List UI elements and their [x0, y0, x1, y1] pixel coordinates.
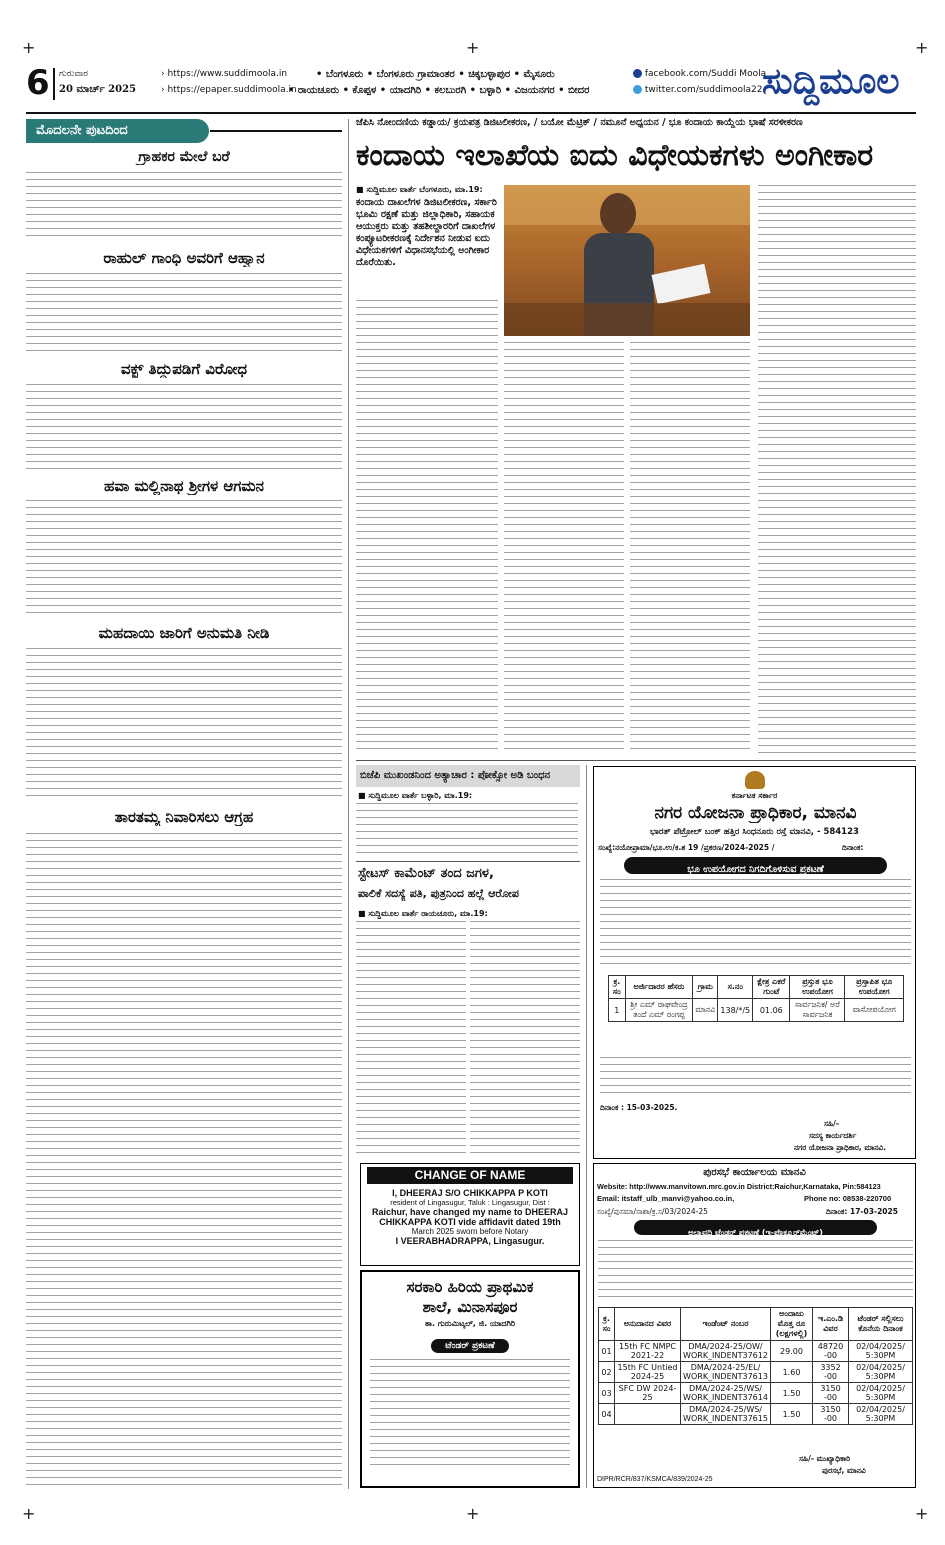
story2-headline-band: ಬಿಜೆಪಿ ಮುಖಂಡನಿಂದ ಅತ್ಯಾಚಾರ : ಪೋಕ್ಸೋ ಅಡಿ ಬಂಧನ — [356, 765, 580, 787]
article-text — [26, 648, 342, 800]
table-header-row: ಕ್ರ. ಸಂ ಅನುದಾನದ ವಿವರ ಇಂಡೆಂಟ್ ನಂಬರ ಅಂದಾಜು ಮೊತ್ತ ರೂ (ಲಕ್ಷಗಳಲ್ಲಿ) ಇ.ಎಂ.ಡಿ ವಿವರ ಟೆಂಡರ್ ಸಲ್ಲಿಸಲು ಕೊನೆಯ ದಿನಾಂಕ — [599, 1308, 913, 1341]
change-of-name-line: Raichur, have changed my name to DHEERAJ — [371, 1207, 569, 1217]
notice-text — [600, 879, 911, 969]
land-use-table — [608, 975, 904, 1022]
change-of-name-line: resident of Lingasugur, Taluk : Lingasugur, Dist : — [390, 1198, 550, 1207]
registration-mark: + — [22, 1504, 36, 1523]
article-text — [356, 300, 498, 755]
article-text — [758, 185, 916, 755]
headline-2: ರಾಹುಲ್ ಗಾಂಧಿ ಅವರಿಗೆ ಆಹ್ವಾನ — [103, 249, 265, 267]
headline-3: ವಕ್ಫ್ ತಿದ್ದುಪಡಿಗೆ ವಿರೋಧ — [120, 360, 248, 378]
article-text — [356, 921, 466, 1159]
school-title-2: ಶಾಲೆ, ಮಿನಾಸಪೂರ — [422, 1298, 518, 1316]
article-text — [26, 500, 342, 618]
registration-mark: + — [22, 38, 36, 57]
article-text — [470, 921, 580, 1159]
school-notice-label: ಟೆಂಡರ್ ಪ್ರಕಟಣೆ — [431, 1339, 508, 1353]
registration-mark: + — [466, 1504, 480, 1523]
facebook-link[interactable]: facebook.com/Suddi Moola — [633, 69, 766, 79]
karnataka-emblem-icon — [745, 771, 765, 789]
article-text — [26, 273, 342, 353]
article-text — [26, 172, 342, 242]
headline-1: ಗ್ರಾಹಕರ ಮೇಲೆ ಬರೆ — [138, 149, 230, 165]
article-text — [630, 342, 750, 755]
lead-headline: ಕಂದಾಯ ಇಲಾಖೆಯ ಐದು ವಿಧೇಯಕಗಳು ಅಂಗೀಕಾರ — [356, 138, 874, 173]
nagar-yojana-ad: ಕರ್ನಾಟಕ ಸರ್ಕಾರ ನಗರ ಯೋಜನಾ ಪ್ರಾಧಿಕಾರ, ಮಾನವಿ ಭಾರತ್ ಪೆಟ್ರೋಲ್ ಬಂಕ್ ಹತ್ತಿರ ಸಿಂಧನೂರು ರಸ್ತೆ ಮಾನವಿ, - 584123 ಸಂಖ್ಯೆ:ನಯೋಪ್ರಾಮಾ/ಭೂ.ಉ/ಕ.ಶ 19 /ಪ್ರಕರಣ/2024-2025 / ದಿನಾಂಕ: ಭೂ ಉಪಯೋಗದ ನಿಗದಿಗೊಳಿಸುವ ಪ್ರಕಟಣೆ ಕ್ರ. ಸಂ ಅರ್ಜಿದಾರರ ಹೆಸರು ಗ್ರಾಮ ಸ.ನಂ ಕ್ಷೇತ್ರ ಎಕರೆ ಗುಂಟೆ ಪ್ರಸ್ತುತ ಭೂ ಉಪಯೋಗ ಪ್ರಸ್ತಾಪಿತ ಭೂ ಉಪಯೋಗ 1 ಶ್ರೀ ಎಮ್ ರಾಘವೇಂದ್ರ ತಂದೆ ಎಮ್ ರಂಗಪ್ಪ ಮಾನವಿ 138/*/5 01.06 ಸಾರ್ವಜನಿಕ/ ಅರೆ ಸಾರ್ವಜನಿಕ ವಾಸೋಪಯೋಗ ದಿನಾಂಕ : 15-03-2025. ಸಹಿ/- ಸದಸ್ಯ ಕಾರ್ಯದರ್ಶಿ ನಗರ ಯೋಜನಾ ಪ್ರಾಧಿಕಾರ, ಮಾನವಿ. — [593, 766, 916, 1159]
lead-kicker: ಜೆಪಿಸಿ ನೋಂದಣಿಯ ಕಡ್ಡಾಯ/ ಕ್ರಯಪತ್ರ ಡಿಜಿಟಲೀಕರಣ, / ಬಯೋ ಮೆಟ್ರಿಕ್ / ನಮೂನೆ ಅಧ್ಯಯನ / ಭೂ ಕಂದಾಯ ಕಾಯ್ದೆಯ ಭಾಷೆ ಸರಳೀಕರಣ — [356, 117, 803, 128]
masthead-logo: ಸುದ್ದಿಮೂಲ — [762, 61, 900, 102]
change-of-name-line: I VEERABHADRAPPA, Lingasugur. — [395, 1236, 545, 1246]
article-text — [26, 384, 342, 472]
registration-mark: + — [915, 1504, 929, 1523]
table-row: 04 DMA/2024-25/WS/ WORK_INDENT37615 1.50 3150 -00 02/04/2025/ 5:30PM — [599, 1404, 913, 1425]
article-text — [356, 803, 578, 855]
cities-row-2: • ರಾಯಚೂರು • ಕೊಪ್ಪಳ • ಯಾದಗಿರಿ • ಕಲಬುರಗಿ • ಬಳ್ಳಾರಿ • ವಿಜಯನಗರ • ಬೀದರ — [288, 85, 590, 96]
table-row: 1 ಶ್ರೀ ಎಮ್ ರಾಘವೇಂದ್ರ ತಂದೆ ಎಮ್ ರಂಗಪ್ಪ ಮಾನವಿ 138/*/5 01.06 ಸಾರ್ವಜನಿಕ/ ಅರೆ ಸಾರ್ವಜನಿಕ ವಾಸೋಪಯೋಗ — [609, 999, 904, 1022]
nagar-title: ನಗರ ಯೋಜನಾ ಪ್ರಾಧಿಕಾರ, ಮಾನವಿ — [654, 803, 857, 823]
change-of-name-line: I, DHEERAJ S/O CHIKKAPPA P KOTI — [392, 1188, 548, 1198]
headline-6: ತಾರತಮ್ಯ ನಿವಾರಿಸಲು ಆಗ್ರಹ — [114, 808, 254, 826]
notice-text — [600, 1057, 911, 1097]
story3-headline-1: ಸ್ಟೇಟಸ್ ಕಾಮೆಂಟ್ ತಂದ ಜಗಳ, — [358, 866, 494, 881]
notice-text — [598, 1240, 913, 1302]
story2-dateline: ■ ಸುದ್ದಿಮೂಲ ವಾರ್ತೆ ಬಳ್ಳಾರಿ, ಮಾ.19: — [358, 791, 473, 800]
epaper-link[interactable]: › https://epaper.suddimoola.in — [161, 85, 297, 95]
article-text — [26, 833, 342, 1488]
school-title-1: ಸರಕಾರಿ ಹಿರಿಯ ಪ್ರಾಥಮಿಕ — [406, 1278, 534, 1296]
article-text — [504, 342, 624, 755]
table-row: 01 15th FC NMPC 2021-22 DMA/2024-25/OW/ WORK_INDENT37612 29.00 48720 -00 02/04/2025/ 5:30PM — [599, 1341, 913, 1362]
purasabhe-ad: ಪುರಸಭೆ ಕಾರ್ಯಾಲಯ ಮಾನವಿ Website: http://www.manvitown.mrc.gov.in District:Raichur,Karnataka, Pin:584123 Email: itstaff_ulb_manvi@yahoo.co.in, Phone no: 08538-220700 ಸಂಖ್ಯೆ/ಪುಸಮಾ/ಸಾಶಾ/ಕ್ರ.ಸ/03/2024-25 ದಿನಾಂಕ: 17-03-2025 ಅಲ್ಪಾವಧಿ ಟೆಂಡರ್ ಪ್ರಕಟಣೆ (ಇ-ಪ್ರೊಕ್ಯೂರ್‌ಮೆಂಟ್) ಕ್ರ. ಸಂ ಅನುದಾನದ ವಿವರ ಇಂಡೆಂಟ್ ನಂಬರ ಅಂದಾಜು ಮೊತ್ತ ರೂ (ಲಕ್ಷಗಳಲ್ಲಿ) ಇ.ಎಂ.ಡಿ ವಿವರ ಟೆಂಡರ್ ಸಲ್ಲಿಸಲು ಕೊನೆಯ ದಿನಾಂಕ 01 15th FC NMPC 2021-22 DMA/2024-25/OW/ WORK_INDENT37612 29.00 48720 -00 02/04/2025/ 5:30PM 02 15th FC Untied 2024-25 DMA/2024-25/EL/ WORK_INDENT37613 1.60 3352 -00 02/04/2025/ 5:30PM 03 SFC DW 2024-25 DMA/2024-25/WS/ WORK_INDENT37614 1.50 3150 -00 02/04/2025/ 5:30PM 04 DMA/2024-25/WS/ WORK_INDENT37615 1.50 3150 -00 02/04/2025/ 5:30PM ಸಹಿ/- ಮುಖ್ಯಾಧಿಕಾರಿ ಪುರಸಭೆ, ಮಾನವಿ DIPR/RCR/837/KSMCA/839/2024-25 — [593, 1163, 916, 1488]
headline-5: ಮಹದಾಯಿ ಜಾರಿಗೆ ಅನುಮತಿ ನೀಡಿ — [98, 624, 270, 642]
lead-photo — [504, 185, 750, 336]
day: ಗುರುವಾರ — [59, 69, 89, 79]
lead-intro: ಕಂದಾಯ ದಾಖಲೆಗಳ ಡಿಜಿಟಲೀಕರಣ, ಸರ್ಕಾರಿ ಭೂಮಿ ರಕ್ಷಣೆ ಮತ್ತು ಜಿಲ್ಲಾಧಿಕಾರಿ, ಸಹಾಯಕ ಆಯುಕ್ತರು ಮತ್ತು ತಹಶೀಲ್ದಾರರಿಗೆ ದಾಖಲೆಗಳ ಕಂಪ್ಯೂಟರೀಕರಣಕ್ಕೆ ನಿರ್ದೇಶನ ನೀಡುವ ಐದು ವಿಧೇಯಕಗಳಿಗೆ ವಿಧಾನಸಭೆಯಲ್ಲಿ ಅಂಗೀಕಾರ ದೊರೆಯಿತು. — [356, 197, 497, 268]
website-link[interactable]: › https://www.suddimoola.in — [161, 69, 288, 79]
page-header — [26, 61, 916, 110]
facebook-icon — [633, 69, 642, 78]
story3-headline-2: ಪಾಲಿಕೆ ಸದಸ್ಯೆ ಪತಿ, ಪುತ್ರನಿಂದ ಹಲ್ಲೆ ಆರೋಪ — [358, 887, 519, 900]
change-of-name-line: March 2025 sworn before Notary — [411, 1227, 529, 1236]
page-number: 6 — [26, 63, 50, 103]
cities-row-1: • ಬೆಂಗಳೂರು • ಬೆಂಗಳೂರು ಗ್ರಾಮಾಂತರ • ಚಿಕ್ಕಬಳ್ಳಾಪುರ • ಮೈಸೂರು — [316, 69, 555, 80]
headline-4: ಹವಾ ಮಲ್ಲಿನಾಥ ಶ್ರೀಗಳ ಆಗಮನ — [104, 477, 264, 495]
tender-table — [598, 1307, 913, 1425]
purasabhe-title: ಪುರಸಭೆ ಕಾರ್ಯಾಲಯ ಮಾನವಿ — [703, 1167, 806, 1178]
change-of-name-ad: CHANGE OF NAME I, DHEERAJ S/O CHIKKAPPA P KOTI resident of Lingasugur, Taluk : Lingasugur, Dist : Raichur, have changed my name to DHEERAJ CHIKKAPPA KOTI vide affidavit dated 19th March 2025 sworn before Notary I VEERABHADRAPPA, Lingasugur. — [360, 1163, 580, 1266]
table-row: 03 SFC DW 2024-25 DMA/2024-25/WS/ WORK_INDENT37614 1.50 3150 -00 02/04/2025/ 5:30PM — [599, 1383, 913, 1404]
twitter-icon — [633, 85, 642, 94]
story3-dateline: ■ ಸುದ್ದಿಮೂಲ ವಾರ್ತೆ ರಾಯಚೂರು, ಮಾ.19: — [358, 909, 488, 918]
lead-dateline: ■ ಸುದ್ದಿಮೂಲ ವಾರ್ತೆ ಬೆಂಗಳೂರು, ಮಾ.19: — [356, 185, 483, 194]
registration-mark: + — [466, 38, 480, 57]
section-banner: ಮೊದಲನೇ ಪುಟದಿಂದ — [26, 119, 209, 143]
purasabhe-notice-label: ಅಲ್ಪಾವಧಿ ಟೆಂಡರ್ ಪ್ರಕಟಣೆ (ಇ-ಪ್ರೊಕ್ಯೂರ್‌ಮೆಂಟ್) — [688, 1228, 823, 1237]
school-tender-ad — [360, 1270, 580, 1488]
registration-mark: + — [915, 38, 929, 57]
change-of-name-line: CHIKKAPPA KOTI vide affidavit dated 19th — [379, 1217, 561, 1227]
school-address: ತಾ. ಗುರುಮಿಟ್ಕಲ್, ಜಿ. ಯಾದಗಿರಿ — [424, 1319, 516, 1328]
twitter-link[interactable]: twitter.com/suddimoola22 — [633, 85, 762, 95]
date: 20 ಮಾರ್ಚ್ 2025 — [59, 84, 137, 95]
nagar-notice-label: ಭೂ ಉಪಯೋಗದ ನಿಗದಿಗೊಳಿಸುವ ಪ್ರಕಟಣೆ — [687, 864, 824, 875]
tender-text — [370, 1359, 570, 1469]
table-header-row: ಕ್ರ. ಸಂ ಅರ್ಜಿದಾರರ ಹೆಸರು ಗ್ರಾಮ ಸ.ನಂ ಕ್ಷೇತ್ರ ಎಕರೆ ಗುಂಟೆ ಪ್ರಸ್ತುತ ಭೂ ಉಪಯೋಗ ಪ್ರಸ್ತಾಪಿತ ಭೂ ಉಪಯೋಗ — [609, 976, 904, 999]
table-row: 02 15th FC Untied 2024-25 DMA/2024-25/EL/ WORK_INDENT37613 1.60 3352 -00 02/04/2025/ 5:30PM — [599, 1362, 913, 1383]
